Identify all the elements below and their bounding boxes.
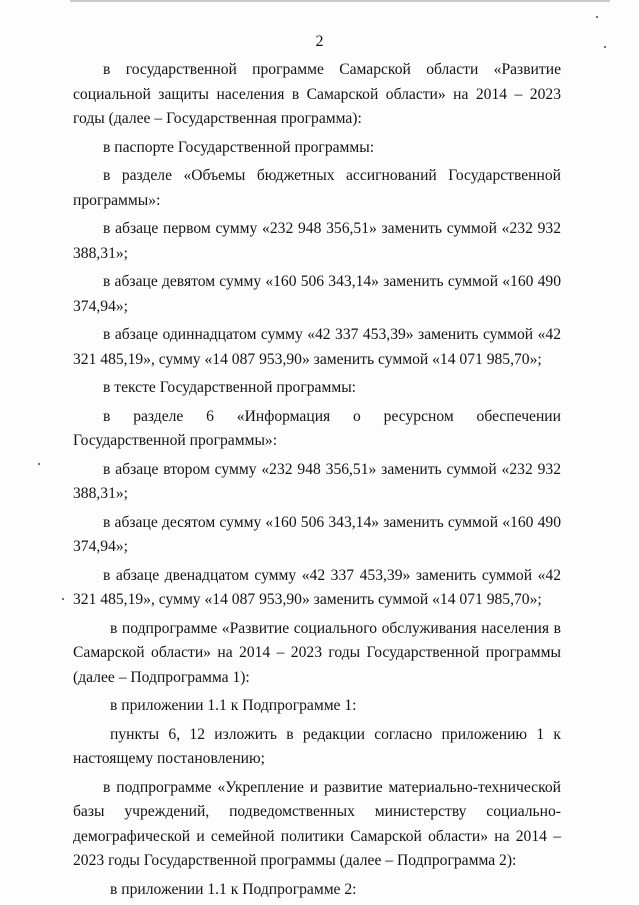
paragraph: пункты 6, 12 изложить в редакции согласно приложению 1 к настоящему постановлению; [73,725,561,767]
paragraph: в разделе «Объемы бюджетных ассигнований Государственной программы»: [73,167,561,209]
paragraph: в разделе 6 «Информация о ресурсном обеспечении Государственной программы»: [73,407,561,449]
paragraph: в приложении 1.1 к Подпрограмме 1: [110,697,357,714]
paragraph: в абзаце девятом сумму «160 506 343,14» заменить суммой «160 490 374,94»; [73,273,561,315]
paragraph: в абзаце первом сумму «232 948 356,51» заменить суммой «232 932 388,31»; [73,220,561,262]
paragraph: в государственной программе Самарской области «Развитие социальной защиты населения в Самарской области» на 2014 – 2023 годы (далее – Государственная программа): [73,61,561,127]
document-body [73,58,561,902]
paragraph: в абзаце десятом сумму «160 506 343,14» заменить суммой «160 490 374,94»; [73,513,561,555]
paragraph: в паспорте Государственной программы: [103,138,375,156]
paragraph: в абзаце втором сумму «232 948 356,51» заменить суммой «232 932 388,31»; [73,460,561,502]
paragraph: в подпрограмме «Укрепление и развитие материально-технической базы учреждений, подведомственных министерству социально-демографической и семейной политики Самарской области» на 2014 – 2023 годы Государственной программы (далее – Подпрограмма 2): [73,778,561,869]
scan-speck [38,463,40,465]
page-number: 2 [315,33,324,50]
paragraph: в подпрограмме «Развитие социального обслуживания населения в Самарской области» на 2014 – 2023 годы Государственной программы (далее – Подпрограмма 1): [73,619,561,686]
top-edge-rule [70,0,610,2]
paragraph: в тексте Государственной программы: [103,379,357,396]
scan-speck [596,16,598,18]
paragraph: в абзаце одиннадцатом сумму «42 337 453,39» заменить суммой «42 321 485,19», сумму «14 087 953,90» заменить суммой «14 071 985,70»; [73,326,561,368]
scan-speck [62,598,64,600]
paragraph: в приложении 1.1 к Подпрограмме 2: [110,880,357,898]
paragraph: в абзаце двенадцатом сумму «42 337 453,39» заменить суммой «42 321 485,19», сумму «14 087 953,90» заменить суммой «14 071 985,70»; [73,566,561,608]
